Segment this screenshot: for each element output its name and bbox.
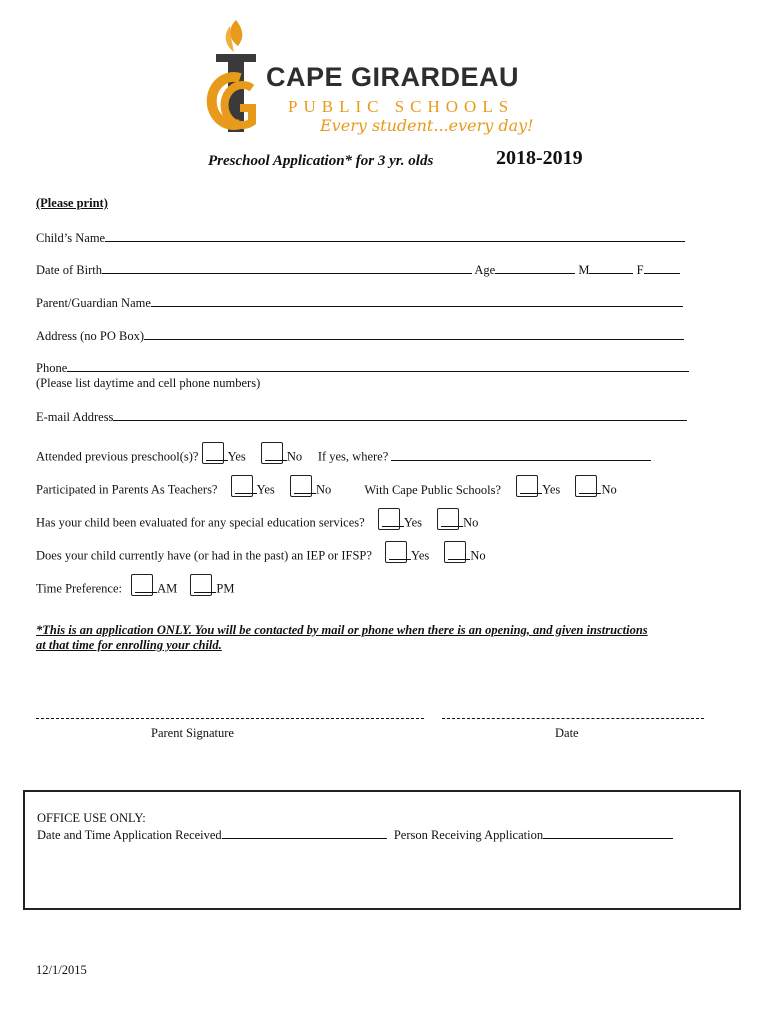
phone-label: Phone xyxy=(36,361,68,375)
office-title: OFFICE USE ONLY: xyxy=(37,811,146,825)
q4-row xyxy=(36,541,486,562)
district-logo xyxy=(200,18,580,143)
q3-label: Has your child been evaluated for any special education services? xyxy=(36,515,365,530)
application-note-line1: *This is an application ONLY. You will be contacted by mail or phone when there is an opening, and given instructions xyxy=(36,623,648,637)
revision-date: 12/1/2015 xyxy=(36,963,87,977)
child-name-row xyxy=(36,231,685,245)
pm-label: PM xyxy=(216,581,235,596)
q2b-no-label: No xyxy=(601,482,617,497)
m-label: M xyxy=(578,263,590,277)
person-label: Person Receiving Application xyxy=(393,828,544,842)
q1-no-label: No xyxy=(286,449,303,464)
email-label: E-mail Address xyxy=(36,410,114,424)
q1-row xyxy=(36,442,651,463)
application-note-line2: at that time for enrolling your child. xyxy=(36,638,222,652)
time-label: Time Preference: xyxy=(36,581,122,596)
age-field[interactable] xyxy=(495,263,575,274)
address-label: Address (no PO Box) xyxy=(36,329,144,343)
dob-label: Date of Birth xyxy=(36,263,102,277)
signature-line[interactable] xyxy=(36,709,424,719)
q1-yes-label: Yes xyxy=(227,449,246,464)
dob-row xyxy=(36,263,680,277)
parent-field[interactable] xyxy=(151,296,683,307)
email-row xyxy=(36,410,687,424)
phone-field[interactable] xyxy=(67,361,689,372)
q2b-label: With Cape Public Schools? xyxy=(364,482,501,497)
school-year: 2018-2019 xyxy=(496,147,583,169)
phone-row xyxy=(36,361,689,375)
received-field[interactable] xyxy=(222,828,387,839)
person-field[interactable] xyxy=(543,828,673,839)
address-field[interactable] xyxy=(144,329,684,340)
child-name-label: Child’s Name xyxy=(36,231,106,245)
q4-yes-label: Yes xyxy=(411,548,430,563)
q3-yes-label: Yes xyxy=(403,515,423,530)
child-name-field[interactable] xyxy=(105,231,685,242)
date-label: Date xyxy=(555,726,579,740)
m-field[interactable] xyxy=(589,263,633,274)
time-row xyxy=(36,574,234,595)
email-field[interactable] xyxy=(113,410,687,421)
q3-row xyxy=(36,508,478,529)
q1-where-field[interactable] xyxy=(391,450,651,461)
q1-label: Attended previous preschool(s)? xyxy=(36,449,199,464)
q4-label: Does your child currently have (or had in the past) an IEP or IFSP? xyxy=(36,548,372,563)
q4-no-label: No xyxy=(470,548,486,563)
logo-tagline: Every student...every day! xyxy=(320,116,534,135)
office-row xyxy=(37,828,673,842)
parent-signature-label: Parent Signature xyxy=(151,726,234,740)
q2-label: Participated in Parents As Teachers? xyxy=(36,482,218,497)
logo-sub: PUBLIC SCHOOLS xyxy=(288,97,515,116)
q3-no-label: No xyxy=(463,515,479,530)
age-label: Age xyxy=(474,263,496,277)
f-label: F xyxy=(636,263,644,277)
form-title: Preschool Application* for 3 yr. olds xyxy=(208,153,434,169)
q2-row xyxy=(36,475,617,496)
please-print: (Please print) xyxy=(36,196,108,210)
q2-yes-label: Yes xyxy=(256,482,275,497)
date-line[interactable] xyxy=(442,709,704,719)
am-label: AM xyxy=(157,581,178,596)
dob-field[interactable] xyxy=(102,263,472,274)
received-label: Date and Time Application Received xyxy=(37,828,222,842)
q2b-yes-label: Yes xyxy=(542,482,561,497)
q2-no-label: No xyxy=(315,482,332,497)
address-row xyxy=(36,329,684,343)
logo-mark-icon xyxy=(200,18,270,138)
parent-label: Parent/Guardian Name xyxy=(36,296,151,310)
f-field[interactable] xyxy=(644,263,680,274)
logo-name: CAPE GIRARDEAU xyxy=(266,62,520,92)
parent-row xyxy=(36,296,683,310)
office-use-box xyxy=(23,790,741,910)
q1-where-label: If yes, where? xyxy=(317,449,389,464)
phone-note: (Please list daytime and cell phone numbers) xyxy=(36,376,261,390)
